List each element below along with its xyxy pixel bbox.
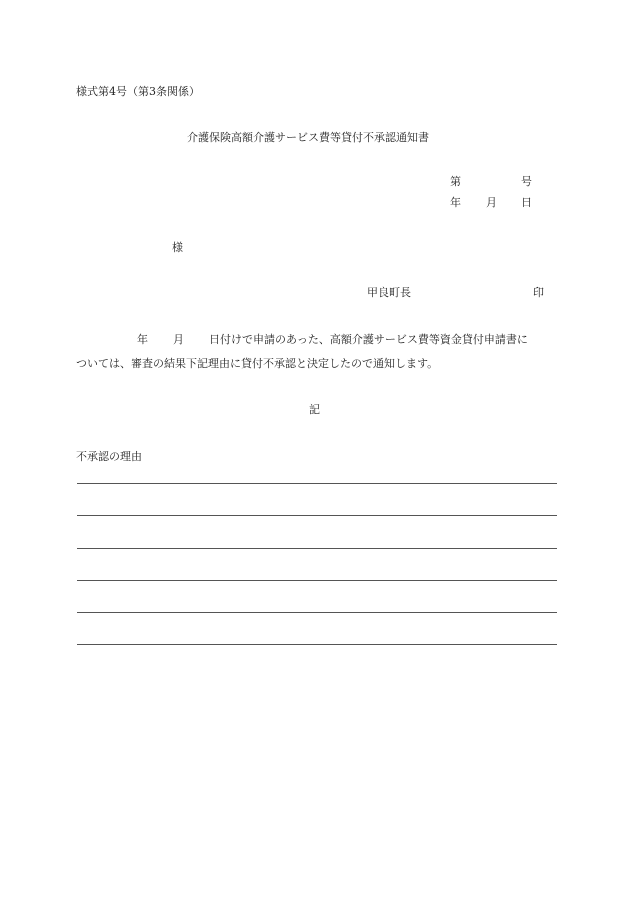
issuer-name: 甲良町長	[367, 286, 411, 299]
reason-line-4	[77, 580, 557, 581]
document-title: 介護保険高額介護サービス費等貸付不承認通知書	[187, 131, 429, 144]
body-line2: ついては、審査の結果下記理由に貸付不承認と決定したので通知します。	[76, 357, 439, 370]
addressee-suffix: 様	[172, 241, 183, 254]
ki-heading: 記	[309, 403, 320, 416]
date-month: 月	[486, 196, 497, 209]
body-line1: 日付けで申請のあった、高額介護サービス費等資金貸付申請書に	[209, 333, 528, 346]
reason-label: 不承認の理由	[76, 450, 142, 463]
reason-line-2	[77, 515, 557, 516]
date-year: 年	[450, 196, 461, 209]
reason-line-3	[77, 548, 557, 549]
number-prefix: 第	[450, 175, 461, 188]
body-year: 年	[137, 333, 148, 346]
reason-line-5	[77, 612, 557, 613]
seal-mark: 印	[533, 286, 544, 299]
body-month: 月	[173, 333, 184, 346]
form-number: 様式第4号（第3条関係）	[76, 85, 200, 98]
number-suffix: 号	[521, 175, 532, 188]
date-day: 日	[521, 196, 532, 209]
reason-line-1	[77, 483, 557, 484]
reason-line-6	[77, 644, 557, 645]
